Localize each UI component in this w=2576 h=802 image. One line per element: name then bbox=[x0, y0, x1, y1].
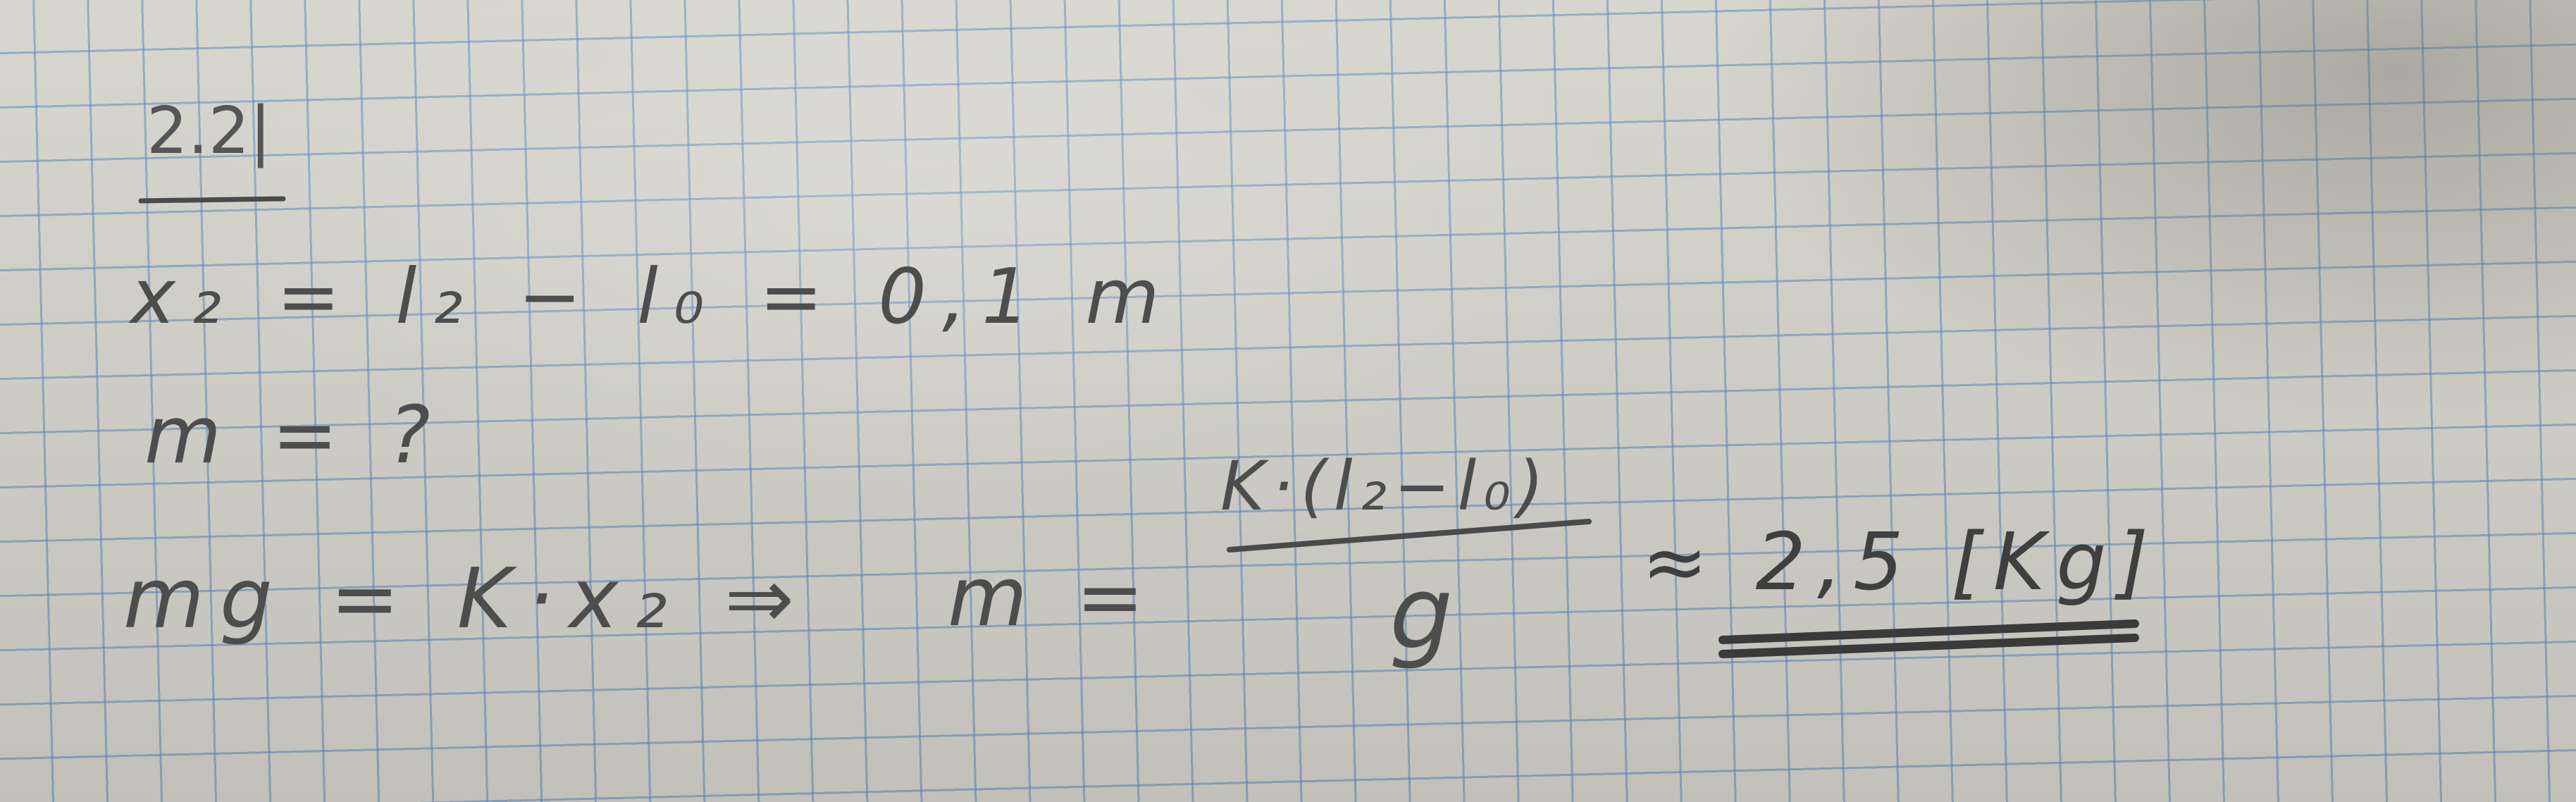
equation-displacement: x₂ = l₂ − l₀ = 0,1 m bbox=[130, 253, 1175, 341]
equation-unknown-mass: m = ? bbox=[144, 390, 443, 481]
fraction-denominator: g bbox=[1389, 555, 1454, 672]
equation-force-balance: mg = K·x₂ ⇒ bbox=[123, 550, 810, 647]
section-underline bbox=[141, 199, 283, 201]
section-label: 2.2| bbox=[147, 93, 272, 168]
fraction-numerator: K·(l₂−l₀) bbox=[1220, 447, 1552, 526]
final-result: ≈ 2,5 [Kg] bbox=[1642, 517, 2160, 608]
fraction-bar bbox=[1230, 522, 1589, 550]
equation-mass-lhs: m = bbox=[948, 550, 1156, 645]
